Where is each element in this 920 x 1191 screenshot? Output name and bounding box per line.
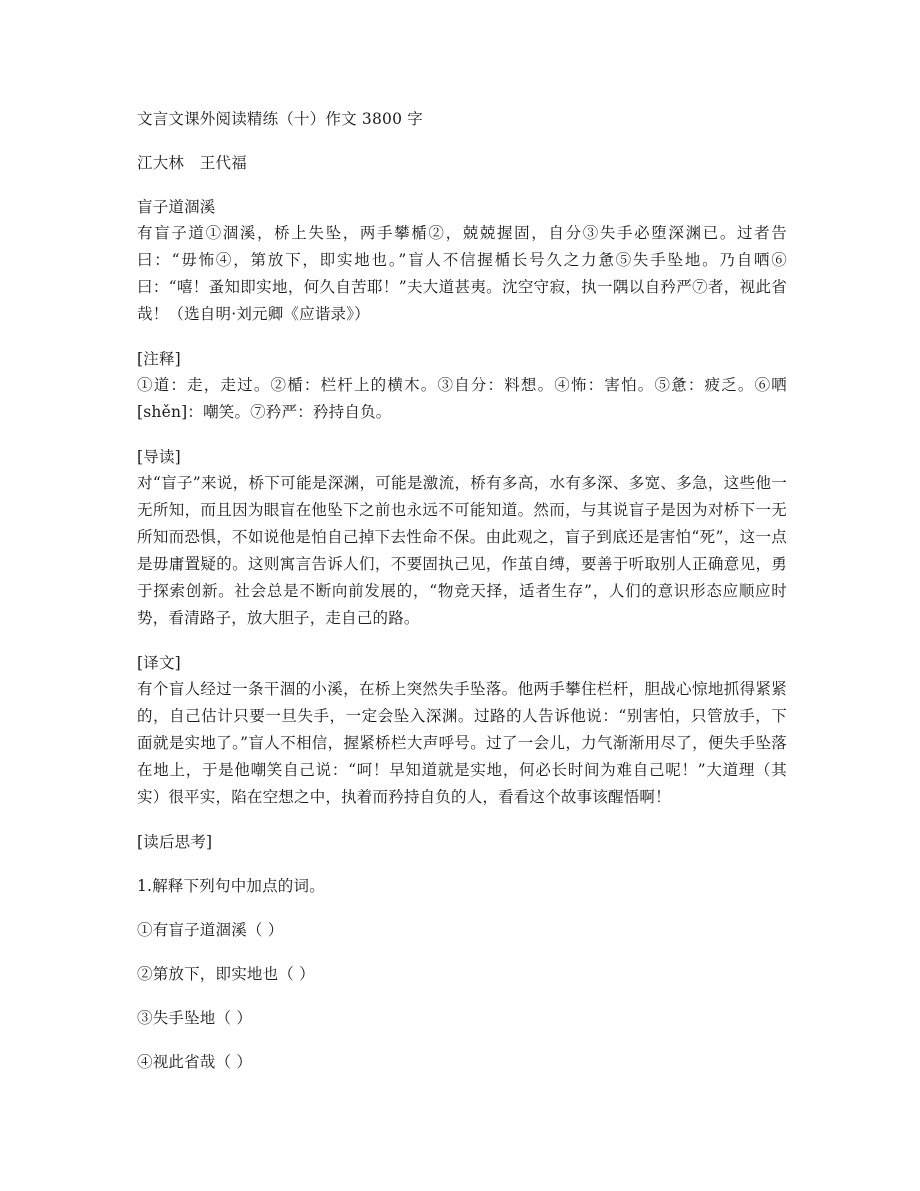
document-title: 文言文课外阅读精练（十）作文 3800 字 <box>137 110 424 128</box>
question-1-item-1: ①有盲子道涸溪（ ） <box>137 921 284 939</box>
translation-heading: [译文] <box>137 654 181 672</box>
notes-text: ①道：走，走过。②楯：栏杆上的横木。③自分：料想。④怖：害怕。⑤惫：疲乏。⑥哂[shěn]：嘲笑。⑦矜严：矜持自负。 <box>137 376 787 421</box>
original-text: 有盲子道①涸溪，桥上失坠，两手攀楯②，兢兢握固，自分③失手必堕深渊已。过者告曰：“毋怖④，第放下，即实地也。”盲人不信握楯长号久之力惫⑤失手坠地。乃自哂⑥曰：“嘻！蚤知即实地，何久自苦耶！”夫大道甚夷。沈空守寂，执一隅以自矜严⑦者，视此省哉！（选自明·刘元卿《应谐录》） <box>137 224 787 323</box>
guide-text: 对“盲子”来说，桥下可能是深渊，可能是激流，桥有多高，水有多深、多宽、多急，这些他一无所知，而且因为眼盲在他坠下之前也永远不可能知道。然而，与其说盲子是因为对桥下一无所知而恐惧，不如说他是怕自己掉下去性命不保。由此观之，盲子到底还是害怕“死”，这一点是毋庸置疑的。这则寓言告诉人们，不要固执己见，作茧自缚，要善于听取别人正确意见，勇于探索创新。社会总是不断向前发展的，“物竞天择，适者生存”，人们的意识形态应顺应时势，看清路子，放大胆子，走自己的路。 <box>137 474 787 627</box>
question-1-item-4: ④视此省哉（ ） <box>137 1053 253 1071</box>
translation-text: 有个盲人经过一条干涸的小溪，在桥上突然失手坠落。他两手攀住栏杆，胆战心惊地抓得紧紧的，自己估计只要一旦失手，一定会坠入深渊。过路的人告诉他说：“别害怕，只管放手，下面就是实地了。”盲人不相信，握紧桥栏大声呼号。过了一会儿，力气渐渐用尽了，便失手坠落在地上，于是他嘲笑自己说：“呵！早知道就是实地，何必长时间为难自己呢！”大道理（其实）很平实，陷在空想之中，执着而矜持自负的人，看看这个故事该醒悟啊！ <box>137 680 787 806</box>
author-line: 江大林 王代福 <box>137 154 247 172</box>
question-1: 1.解释下列句中加点的词。 <box>137 877 325 895</box>
document-page <box>137 100 787 1075</box>
story-title: 盲子道涸溪 <box>137 198 216 216</box>
notes-heading: [注释] <box>137 350 181 368</box>
question-1-item-2: ②第放下，即实地也（ ） <box>137 965 315 983</box>
question-1-item-3: ③失手坠地（ ） <box>137 1009 253 1027</box>
guide-heading: [导读] <box>137 448 181 466</box>
reflection-heading: [读后思考] <box>137 833 213 851</box>
